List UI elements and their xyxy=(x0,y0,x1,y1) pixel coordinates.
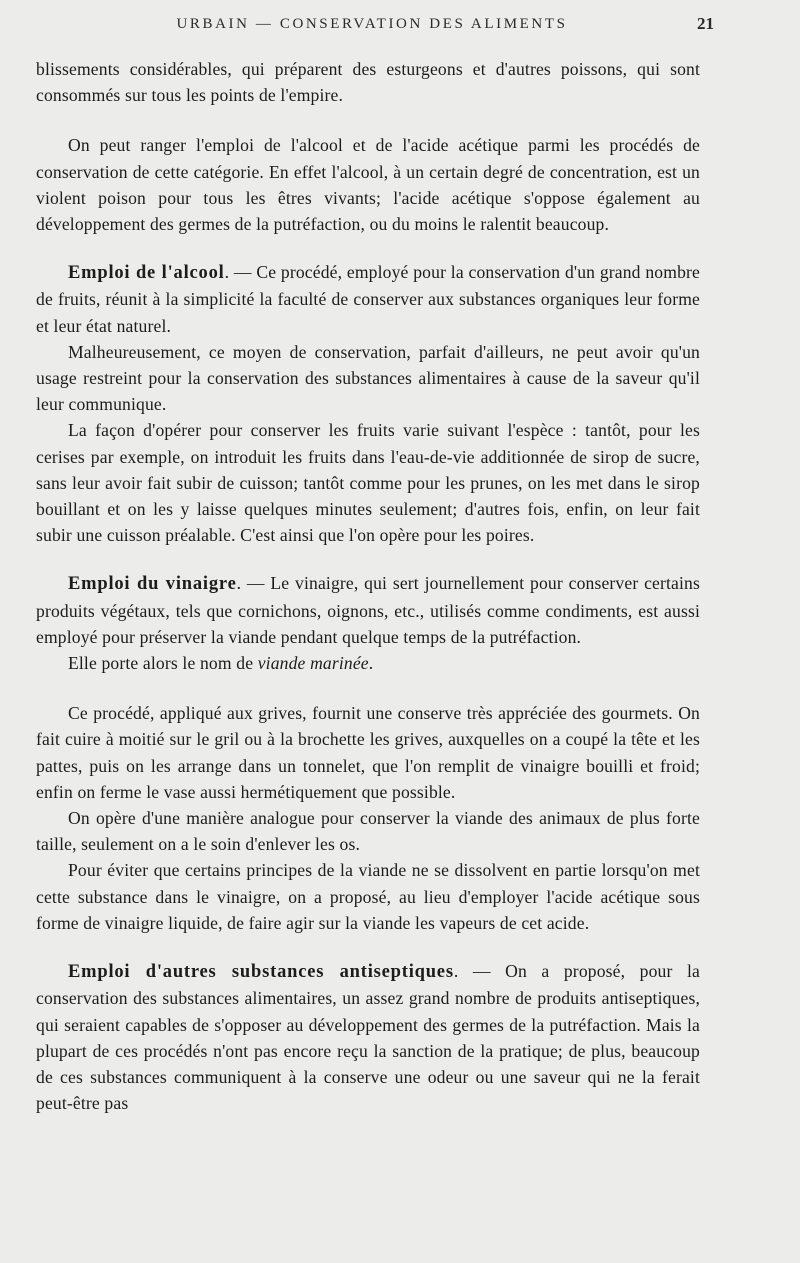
paragraph-continuation: blissements considérables, qui préparent des esturgeons et d'autres poissons, qui sont consommés sur tous les points de l'empire. xyxy=(36,59,700,106)
section-text-vinaigre: . — Le vinaigre, qui sert journellement pour conserver certains produits végétaux, tels que cornichons, oignons, etc., utilisés comme condiments, est aussi employé pour préserver la viande pendant quelque temps de la putréfaction. xyxy=(36,573,700,647)
paragraph: La façon d'opérer pour conserver les fruits varie suivant l'espèce : tantôt, pour les cerises par exemple, on introduit les fruits dans l'eau-de-vie additionnée de sirop de sucre, sans leur avoir fait subir de cuisson; tantôt comme pour les prunes, on les met dans le sirop bouillant et on les y laisse quelques minutes seulement; d'autres fois, enfin, on leur fait subir une cuisson préalable. C'est ainsi que l'on opère pour les poires. xyxy=(36,420,700,546)
italic-term: viande marinée xyxy=(257,653,369,674)
paragraph-intro: On peut ranger l'emploi de l'alcool et de l'acide acétique parmi les procédés de conservation de cette catégorie. En effet l'alcool, à un certain degré de concentration, est un violent poison pour tous les êtres vivants; l'acide acétique s'oppose également au développement des germes de la putréfaction, ou du moins le ralentit beaucoup. xyxy=(36,135,700,235)
body-text xyxy=(36,56,700,1116)
text-span: . xyxy=(368,653,374,674)
section-heading-antiseptiques: Emploi d'autres substances antiseptiques xyxy=(68,962,454,983)
section-text-alcool: . — Ce procédé, employé pour la conservation d'un grand nombre de fruits, réunit à la simplicité la faculté de conserver aux substances organiques leur forme et leur état naturel. xyxy=(36,262,700,336)
section-heading-alcool: Emploi de l'alcool xyxy=(68,263,225,284)
section-heading-vinaigre: Emploi du vinaigre xyxy=(68,574,237,595)
section-alcool xyxy=(36,259,700,339)
running-title: URBAIN — CONSERVATION DES ALIMENTS xyxy=(176,16,568,32)
paragraph: Pour éviter que certains principes de la viande ne se dissolvent en partie lorsqu'on met cette substance dans le vinaigre, on a proposé, au lieu d'employer l'acide acétique sous forme de vinaigre liquide, de faire agir sur la viande les vapeurs de cet acide. xyxy=(36,860,700,933)
section-vinaigre xyxy=(36,570,700,650)
paragraph xyxy=(36,650,700,676)
page-number: 21 xyxy=(697,14,714,33)
paragraph: Ce procédé, appliqué aux grives, fournit une conserve très appréciée des gourmets. On fait cuire à moitié sur le gril ou à la brochette les grives, auxquelles on a coupé la tête et les pattes, puis on les arrange dans un tonnelet, que l'on remplit de vinaigre bouilli et froid; enfin on ferme le vase aussi hermétiquement que possible. xyxy=(36,703,700,802)
paragraph: On opère d'une manière analogue pour conserver la viande des animaux de plus forte taille, seulement on a le soin d'enlever les os. xyxy=(36,808,700,855)
text-span: Elle porte alors le nom de xyxy=(68,653,258,674)
paragraph: Malheureusement, ce moyen de conservation, parfait d'ailleurs, ne peut avoir qu'un usage restreint pour la conservation des substances alimentaires à cause de la saveur qu'il leur communique. xyxy=(36,341,700,415)
section-antiseptiques xyxy=(36,958,700,1116)
section-text-antiseptiques: . — On a proposé, pour la conservation des substances alimentaires, un assez grand nombre de produits antiseptiques, qui seraient capables de s'opposer au développement des germes de la putréfaction. Mais la plupart de ces procédés n'ont pas encore reçu la sanction de la pratique; de plus, beaucoup de ces substances communiquent à la conserve une odeur ou une saveur qui ne la ferait peut-être pas xyxy=(36,961,700,1114)
